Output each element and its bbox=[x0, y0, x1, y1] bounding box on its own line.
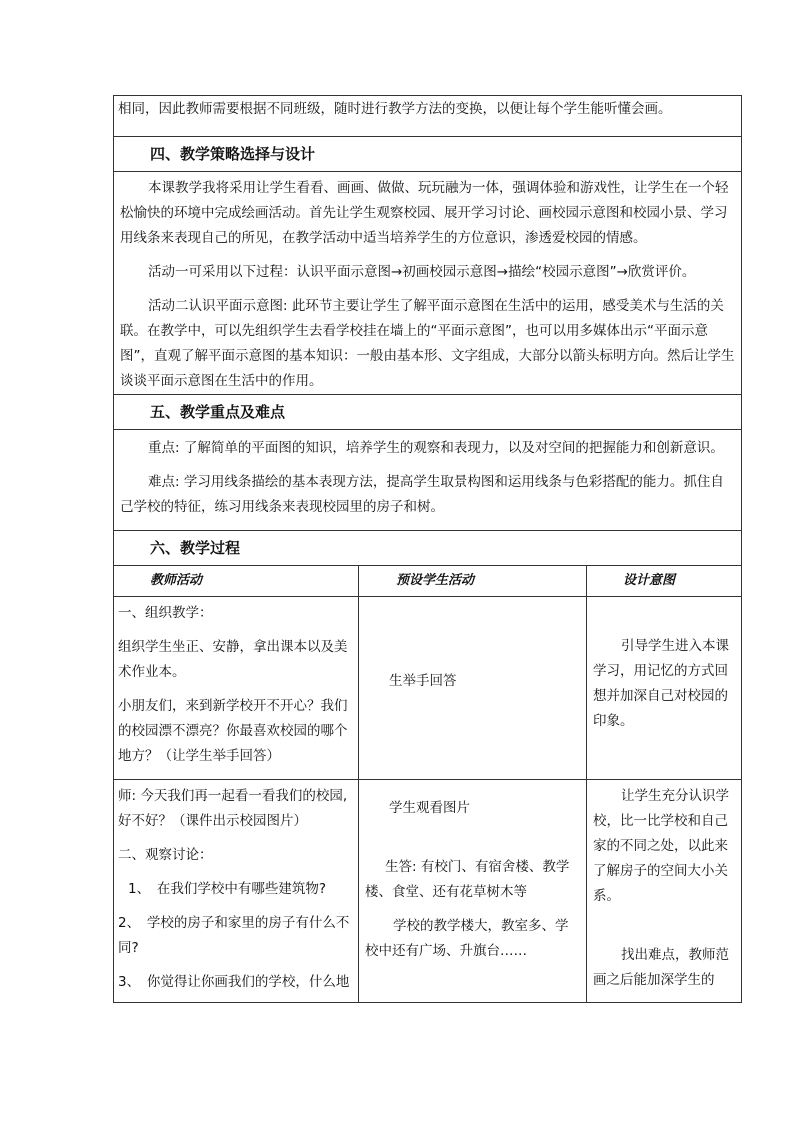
header-student-activity: 预设学生活动 bbox=[396, 573, 475, 588]
section4-title: 四、教学策略选择与设计 bbox=[150, 145, 316, 163]
intro-continuation-row bbox=[114, 96, 742, 137]
section4-paragraph-2: 活动一可采用以下过程：认识平面示意图→初画校园示意图→描绘“校园示意图”→欣赏评价。 bbox=[148, 264, 696, 280]
row2-student-answer: 生答: 有校门、有宿舍楼、教学楼、食堂、还有花草树木等 bbox=[365, 859, 570, 900]
row2-design-intent-difficulty: 找出难点，教师范画之后能加深学生的 bbox=[593, 947, 729, 988]
section4-title-row bbox=[114, 137, 742, 172]
row1-design-intent: 引导学生进入本课学习，用记忆的方式回想并加深自己对校园的印象。 bbox=[593, 638, 729, 729]
section6-title: 六、教学过程 bbox=[150, 539, 241, 557]
section5-title-row bbox=[114, 395, 742, 430]
section5-key-point: 重点: 了解简单的平面图的知识，培养学生的观察和表现力，以及对空间的把握能力和创新意识。 bbox=[148, 440, 724, 456]
intro-continuation-text: 相同，因此教师需要根据不同班级，随时进行教学方法的变换，以便让每个学生能听懂会画。 bbox=[118, 101, 672, 117]
row2-teacher-intro: 师: 今天我们再一起看一看我们的校园, 好不好？（课件出示校园图片） bbox=[118, 788, 348, 829]
row1-teacher-question: 小朋友们，来到新学校开不开心？我们的校园漂不漂亮？你最喜欢校园的哪个地方？（让学生举手回答） bbox=[118, 698, 348, 764]
row1-teacher-instruction: 组织学生坐正、安静，拿出课本以及美术作业本。 bbox=[118, 639, 348, 680]
row2-teacher-question-1: 1、 在我们学校中有哪些建筑物? bbox=[128, 881, 327, 897]
header-teacher-activity: 教师活动 bbox=[150, 573, 203, 588]
section5-body-row bbox=[114, 430, 742, 531]
section4-paragraph-3: 活动二认识平面示意图: 此环节主要让学生了解平面示意图在生活中的运用，感受美术与生活的关联。在教学中，可以先组织学生去看学校挂在墙上的“平面示意图”，也可以用多媒体出示“平面示意图”，直观了解平面示意图的基本知识：一般由基本形、文字组成，大部分以箭头标明方向。然后让学生谈谈平面示意图在生活中的作用。 bbox=[120, 298, 735, 389]
row2-teacher-question-2: 2、 学校的房子和家里的房子有什么不同? bbox=[118, 915, 350, 956]
section5-difficulty: 难点: 学习用线条描绘的基本表现方法，提高学生取景构图和运用线条与色彩搭配的能力。抓住自己学校的特征，练习用线条来表现校园里的房子和树。 bbox=[120, 474, 724, 515]
process-row-1 bbox=[114, 597, 742, 780]
lesson-plan-table bbox=[113, 95, 742, 1003]
row2-design-intent: 让学生充分认识学校，比一比学校和自己家的不同之处，以此来了解房子的空间大小关系。 bbox=[593, 788, 729, 904]
row1-teacher-step: 一、组织教学： bbox=[118, 605, 213, 621]
process-header-row bbox=[114, 566, 742, 597]
process-row-2 bbox=[114, 780, 742, 1003]
section4-paragraph-1: 本课教学我将采用让学生看看、画画、做做、玩玩融为一体，强调体验和游戏性，让学生在一个轻松愉快的环境中完成绘画活动。首先让学生观察校园、展开学习讨论、画校园示意图和校园小景、学习用线条来表现自己的所见，在教学活动中适当培养学生的方位意识，渗透爱校园的情感。 bbox=[120, 180, 729, 246]
section6-title-row bbox=[114, 531, 742, 566]
row2-student-observation: 学校的教学楼大，教室多、学校中还有广场、升旗台…… bbox=[365, 918, 569, 959]
section5-title: 五、教学重点及难点 bbox=[150, 403, 286, 421]
section4-body-row bbox=[114, 172, 742, 395]
row2-teacher-step: 二、观察讨论： bbox=[118, 847, 213, 863]
row1-student-activity: 生举手回答 bbox=[389, 673, 457, 689]
row2-student-watch: 学生观看图片 bbox=[389, 800, 470, 816]
row2-teacher-question-3: 3、 你觉得让你画我们的学校，什么地 bbox=[118, 974, 350, 990]
header-design-intent: 设计意图 bbox=[623, 573, 676, 588]
